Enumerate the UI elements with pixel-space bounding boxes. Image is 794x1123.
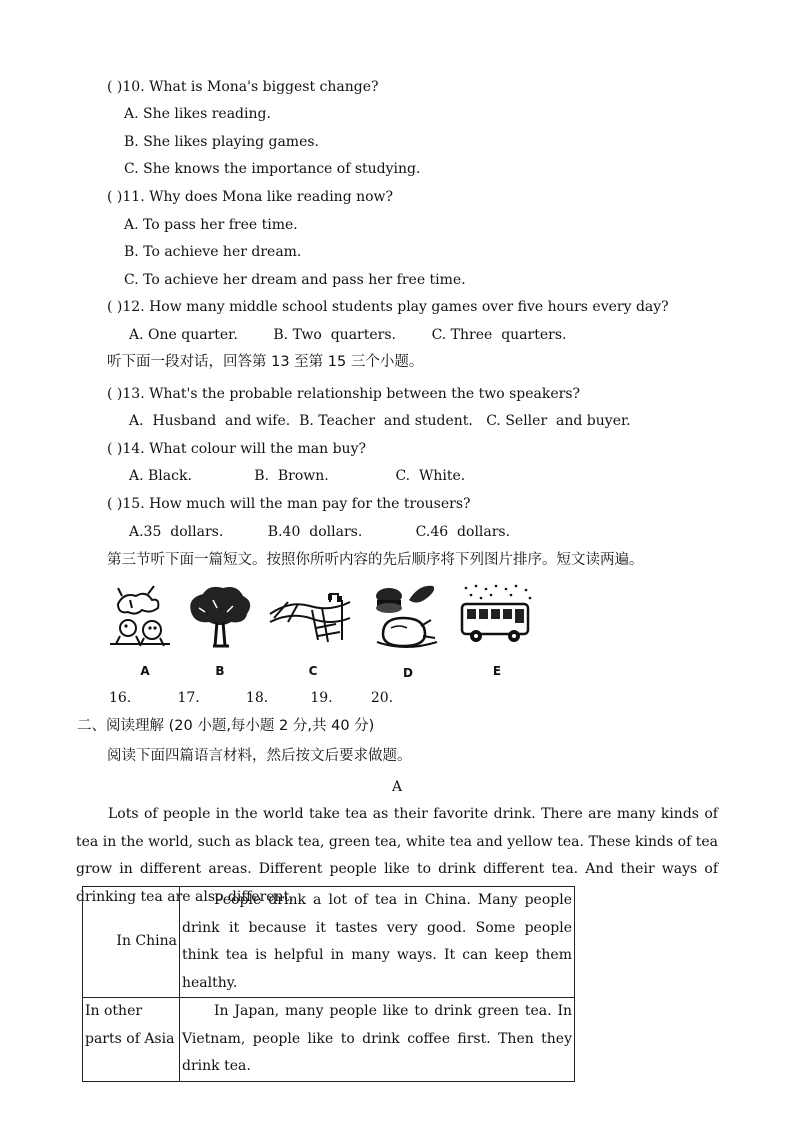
question-10-stem: ( )10. What is Mona's biggest change?: [107, 79, 379, 95]
tea-table: [82, 886, 575, 1082]
picture-d-label: D: [403, 666, 413, 680]
section3-instruction: 第三节听下面一篇短文。按照你所听内容的先后顺序将下列图片排序。短文读两遍。: [107, 552, 644, 568]
great-wall-icon: [268, 582, 358, 658]
table-cell-place: In China: [83, 887, 180, 998]
picture-b-label: B: [215, 664, 225, 678]
question-10-option-b: B. She likes playing games.: [124, 134, 319, 150]
picture-e-label: E: [492, 664, 502, 678]
food-icon: [373, 582, 443, 662]
picture-b: [183, 582, 257, 678]
picture-row: [108, 582, 538, 678]
picture-a: [108, 582, 182, 678]
picture-d: [373, 582, 443, 678]
picture-e: [460, 582, 534, 678]
question-14-stem: ( )14. What colour will the man buy?: [107, 441, 366, 457]
table-cell-place: In other parts of Asia: [83, 998, 180, 1082]
picture-a-label: A: [140, 664, 150, 678]
answer-number-20: 20.: [370, 690, 394, 706]
question-11-option-c: C. To achieve her dream and pass her free time.: [124, 272, 466, 288]
question-13-stem: ( )13. What's the probable relationship between the two speakers?: [107, 386, 581, 402]
question-12-stem: ( )12. How many middle school students play games over five hours every day?: [107, 299, 669, 315]
answer-number-18: 18.: [245, 690, 269, 706]
dialog-instruction: 听下面一段对话，回答第 13 至第 15 三个小题。: [107, 354, 424, 370]
question-11-option-b: B. To achieve her dream.: [124, 244, 302, 260]
question-15-stem: ( )15. How much will the man pay for the trousers?: [107, 496, 471, 512]
question-10-option-c: C. She knows the importance of studying.: [124, 161, 421, 177]
bus-icon: [460, 582, 534, 658]
table-cell-text: In Japan, many people like to drink green tea. In Vietnam, people like to drink coffee first. Then they drink tea.: [180, 998, 575, 1082]
question-14-options: A. Black. B. Brown. C. White.: [129, 468, 466, 484]
table-row: [83, 998, 575, 1082]
tree-icon: [183, 582, 257, 658]
question-13-options: A. Husband and wife. B. Teacher and student. C. Seller and buyer.: [129, 413, 631, 429]
question-12-options: A. One quarter. B. Two quarters. C. Three quarters.: [129, 327, 567, 343]
table-cell-text: People drink a lot of tea in China. Many people drink it because it tastes very good. Some people think tea is helpful in many ways. It can keep them healthy.: [180, 887, 575, 998]
part2-heading: 二、阅读理解 (20 小题,每小题 2 分,共 40 分): [77, 718, 375, 734]
picture-c-label: C: [308, 664, 318, 678]
answer-number-19: 19.: [310, 690, 333, 706]
question-11-option-a: A. To pass her free time.: [124, 217, 298, 233]
question-15-options: A.35 dollars. B.40 dollars. C.46 dollars.: [129, 524, 511, 540]
animals-icon: [108, 582, 182, 658]
question-10-option-a: A. She likes reading.: [124, 106, 271, 122]
question-11-stem: ( )11. Why does Mona like reading now?: [107, 189, 394, 205]
passage-paragraph: Lots of people in the world take tea as their favorite drink. There are many kinds of tea in the world, such as black tea, green tea, white tea and yellow tea. These kinds of tea grow in different areas. Different people like to drink different tea. And their ways of drinking tea are also different.: [76, 806, 718, 905]
picture-c: [268, 582, 358, 678]
answer-number-17: 17.: [177, 690, 200, 706]
part2-instruction: 阅读下面四篇语言材料，然后按文后要求做题。: [107, 748, 412, 764]
passage-letter: A: [391, 779, 403, 795]
answer-number-16: 16.: [109, 690, 132, 706]
table-row: [83, 887, 575, 998]
answer-numbers: [109, 689, 393, 707]
